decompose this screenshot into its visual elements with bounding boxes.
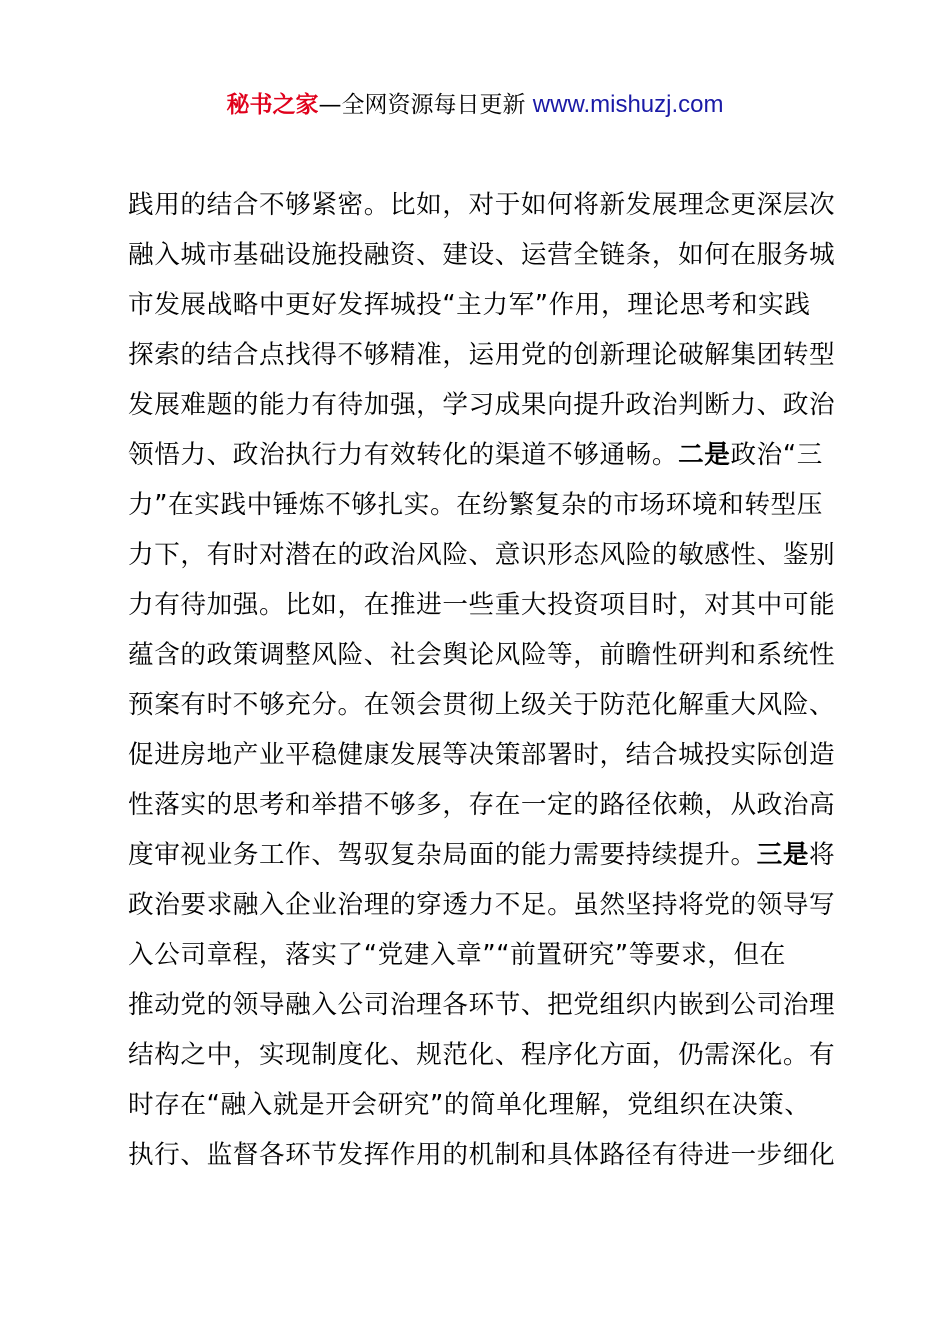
text-run: 度审视业务工作、驾驭复杂局面的能力需要持续提升。	[128, 840, 757, 870]
text-line: 力下，有时对潜在的政治风险、意识形态风险的敏感性、鉴别	[128, 540, 836, 570]
text-line: 入公司章程，落实了“党建入章”“前置研究”等要求，但在	[128, 940, 786, 970]
header-tagline: —全网资源每日更新	[318, 92, 533, 118]
text-run: 领悟力、政治执行力有效转化的渠道不够通畅。	[128, 440, 679, 470]
text-line: 时存在“融入就是开会研究”的简单化理解，党组织在决策、	[128, 1090, 811, 1120]
page-header	[0, 88, 950, 122]
text-line: 力有待加强。比如，在推进一些重大投资项目时，对其中可能	[128, 590, 836, 620]
text-line: 政治要求融入企业治理的穿透力不足。虽然坚持将党的领导写	[128, 890, 836, 920]
text-line: 践用的结合不够紧密。比如，对于如何将新发展理念更深层次	[128, 190, 836, 220]
text-line: 执行、监督各环节发挥作用的机制和具体路径有待进一步细化	[128, 1140, 836, 1170]
document-body	[128, 180, 836, 1180]
text-run: 政治“三	[730, 440, 823, 470]
text-line: 力”在实践中锤炼不够扎实。在纷繁复杂的市场环境和转型压	[128, 490, 823, 520]
text-line: 蕴含的政策调整风险、社会舆论风险等，前瞻性研判和系统性	[128, 640, 836, 670]
text-line: 预案有时不够充分。在领会贯彻上级关于防范化解重大风险、	[128, 690, 836, 720]
text-run: 将	[809, 840, 836, 870]
text-line: 促进房地产业平稳健康发展等决策部署时，结合城投实际创造	[128, 740, 836, 770]
text-line	[128, 830, 836, 880]
brand-name: 秘书之家	[226, 92, 319, 118]
text-line: 推动党的领导融入公司治理各环节、把党组织内嵌到公司治理	[128, 990, 836, 1020]
text-line: 融入城市基础设施投融资、建设、运营全链条，如何在服务城	[128, 240, 836, 270]
text-line: 探索的结合点找得不够精准，运用党的创新理论破解集团转型	[128, 340, 836, 370]
text-line: 市发展战略中更好发挥城投“主力军”作用，理论思考和实践	[128, 290, 811, 320]
point-marker-three: 三是	[756, 840, 810, 870]
site-url-link[interactable]: www.mishuzj.com	[532, 91, 724, 118]
text-line: 性落实的思考和举措不够多，存在一定的路径依赖，从政治高	[128, 790, 836, 820]
text-line	[128, 430, 828, 480]
text-line: 发展难题的能力有待加强，学习成果向提升政治判断力、政治	[128, 390, 836, 420]
text-line: 结构之中，实现制度化、规范化、程序化方面，仍需深化。有	[128, 1040, 836, 1070]
point-marker-two: 二是	[678, 440, 731, 470]
